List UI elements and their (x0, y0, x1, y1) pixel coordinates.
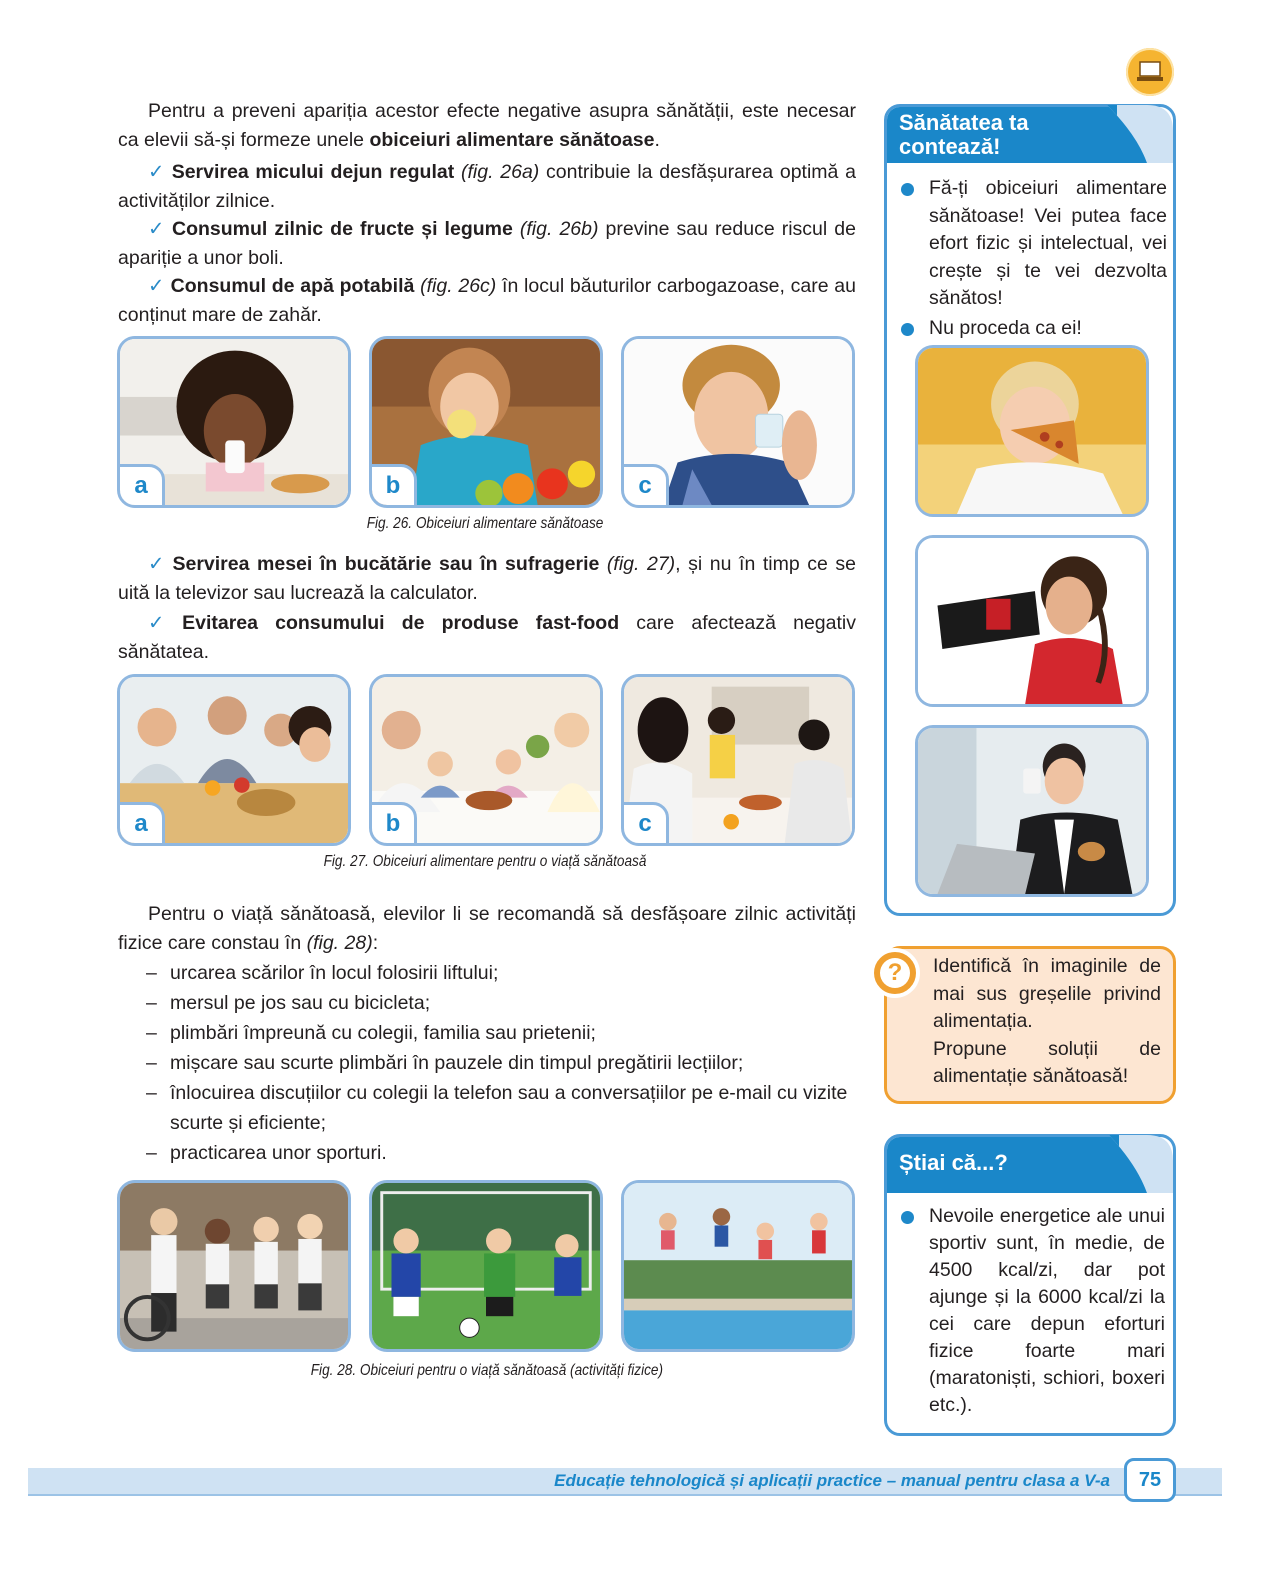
health-box-title-1: Sănătatea ta (899, 110, 1029, 135)
list-item: – mișcare sau scurte plimbări în pauzele din timpul pregătirii lecțiilor; (118, 1048, 856, 1078)
question-mark: ? (880, 958, 910, 988)
page-number: 75 (1124, 1458, 1176, 1502)
footer-title: Educație tehnologică și aplicații practice – manual pentru clasa a V-a (554, 1471, 1110, 1490)
figure-27-caption: Fig. 27. Obiceiuri alimentare pentru o viață sănătoasă (323, 853, 647, 870)
header-corner-decoration (1109, 1135, 1175, 1193)
health-box-header (887, 107, 1117, 163)
list-item: – practicarea unor sporturi. (118, 1138, 856, 1168)
check-item-fruits: ✓ Consumul zilnic de fructe și legume (fig. 26b) previne sau reduce riscul de apariție a unor boli. (118, 218, 856, 269)
photo-children-football (369, 1180, 603, 1352)
figure-label-a: a (117, 464, 165, 508)
photo-girl-eating-apple (369, 336, 603, 508)
figure-label-c: c (621, 802, 669, 846)
photo-children-jumping-pool (621, 1180, 855, 1352)
health-bullet-2: Nu proceda ca ei! (887, 315, 1167, 343)
activities-intro: Pentru o viață sănătoasă, elevilor li se recomandă să desfășoare zilnic activități fizice care constau în (fig. 28): (118, 903, 856, 954)
intro-paragraph: Pentru a preveni apariția acestor efecte negative asupra sănătății, este necesar ca elevii să-și formeze unele obiceiuri alimentare sănătoase. (118, 100, 856, 151)
photo-family-table-b (369, 674, 603, 846)
laptop-icon (1126, 48, 1174, 96)
figure-26-caption: Fig. 26. Obiceiuri alimentare sănătoase (366, 515, 604, 532)
photo-girl-drinking-milk (117, 336, 351, 508)
did-you-know-title: Știai că...? (899, 1150, 1008, 1175)
check-item-water: ✓ Consumul de apă potabilă (fig. 26c) în locul băuturilor carbogazoase, care au conținut mare de zahăr. (118, 275, 856, 326)
question-text (933, 953, 1161, 1091)
figure-label-b: b (369, 464, 417, 508)
figure-label-a: a (117, 802, 165, 846)
check-item-dining-room: ✓ Servirea mesei în bucătărie sau în sufragerie (fig. 27), și nu în timp ce se uită la televizor sau lucrează la calculator. (118, 553, 856, 604)
list-item: – mersul pe jos sau cu bicicleta; (118, 988, 856, 1018)
did-you-know-box (884, 1134, 1176, 1436)
check-item-breakfast: ✓ Servirea micului dejun regulat (fig. 26a) contribuie la desfășurarea optimă a activităților zilnice. (118, 161, 856, 212)
check-item-fast-food: ✓ Evitarea consumului de produse fast-food care afectează negativ sănătatea. (118, 612, 856, 663)
figure-label-b: b (369, 802, 417, 846)
health-bullet-1: Fă-ți obiceiuri alimentare sănătoase! Vei putea face efort fizic și intelectual, vei crește și te vei dezvolta sănătos! (887, 175, 1167, 313)
list-item: – urcarea scărilor în locul folosirii liftului; (118, 958, 856, 988)
activities-list (118, 958, 856, 1168)
header-corner-decoration (1107, 105, 1175, 163)
health-box-title-2: contează! (899, 134, 1001, 159)
question-text-2: Propune soluții de alimentație sănătoasă! (933, 1037, 1161, 1087)
photo-girl-drinking-soda (915, 535, 1149, 707)
figure-28-caption: Fig. 28. Obiceiuri pentru o viață sănătoasă (activități fizice) (310, 1362, 664, 1379)
list-item: – plimbări împreună cu colegii, familia sau prietenii; (118, 1018, 856, 1048)
question-icon (870, 948, 920, 998)
photo-family-table-a (117, 674, 351, 846)
list-item: – înlocuirea discuțiilor cu colegii la telefon sau a conversațiilor pe e-mail cu vizite scurte și eficiente; (118, 1078, 856, 1138)
figure-label-c: c (621, 464, 669, 508)
did-you-know-text: Nevoile energetice ale unui sportiv sunt, în medie, de 4500 kcal/zi, dar pot ajunge și la 6000 kcal/zi la cei care depun eforturi fizice foarte mari (maratoniști, schiori, boxeri etc.). (887, 1203, 1165, 1419)
photo-boy-drinking-water (621, 336, 855, 508)
health-box (884, 104, 1176, 916)
question-text-1: Identifică în imaginile de mai sus greșelile privind alimentația. (933, 955, 1161, 1032)
photo-child-eating-pizza (915, 345, 1149, 517)
photo-man-eating-at-laptop (915, 725, 1149, 897)
photo-family-table-c (621, 674, 855, 846)
did-you-know-header (887, 1137, 1119, 1193)
photo-students-walking (117, 1180, 351, 1352)
